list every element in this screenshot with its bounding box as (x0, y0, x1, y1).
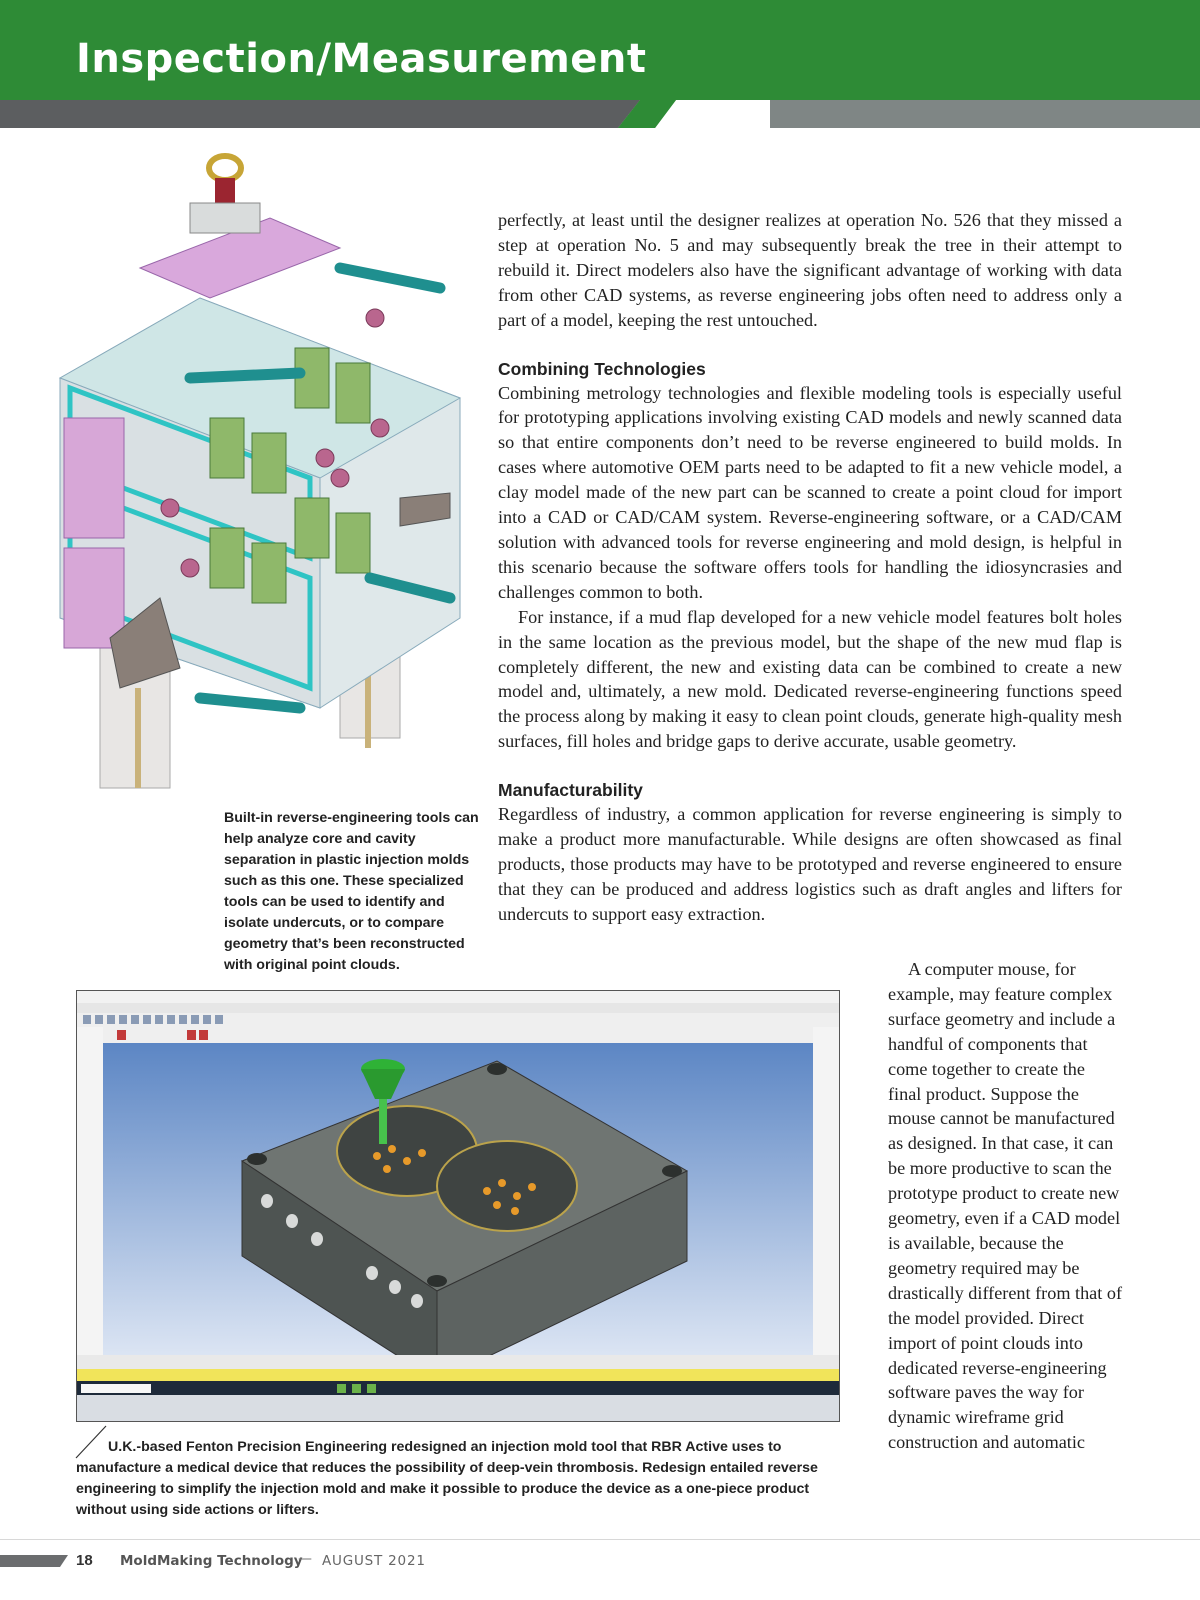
footer-tab-graphic (0, 1555, 68, 1567)
intro-paragraph: perfectly, at least until the designer realizes at operation No. 526 that they missed a step at operation No. 5 and may subsequently break the tree in their attempt to rebuild it. Direct modelers also have the significant advantage of working with data from other CAD systems, as reverse engineering jobs often need to address only a part of a model, keeping the rest untouched. (498, 210, 1122, 330)
combining-paragraph-1: Combining metrology technologies and flexible modeling tools is especially useful for prototyping applications involving existing CAD models and newly scanned data so that entire components don’t need to be reverse engineered to build molds. In cases where automotive OEM parts need to be adapted to fit a new vehicle model, a clay model made of the new part can be scanned to create a point cloud for import into a CAD or CAD/CAM system. Reverse-engineering software, or a CAD/CAM solution with advanced tools for reverse engineering and mold design, is helpful in this scenario because the software offers tools for handling the idiosyncrasies and challenges common to both. (498, 382, 1122, 602)
cadcam-software-screenshot (76, 990, 840, 1422)
figure2-caption: U.K.-based Fenton Precision Engineering redesigned an injection mold tool that RBR Active uses to manufacture a medical device that reduces the possibility of deep-vein thrombosis. Redesign entailed reverse engineering to simplify the injection mold and make it possible to produce the device as a one-piece product without using side actions or lifters. (76, 1439, 818, 1518)
section-heading-manufacturability: Manufacturability (498, 780, 643, 801)
manufacturability-paragraph-1: Regardless of industry, a common application for reverse engineering is simply to make a product more manufacturable. While designs are often showcased as final products, those products may have to be prototyped and reverse engineered to ensure that they can be produced and address logistics such as draft angles and lifters for undercuts to support easy extraction. (498, 804, 1122, 924)
section-header (0, 0, 1200, 128)
footer-rule (0, 1539, 1200, 1540)
footer-separator: — (298, 1551, 312, 1567)
manufacturability-paragraph-2: A computer mouse, for example, may feature complex surface geometry and include a handful of components that come together to create the final product. Suppose the mouse cannot be manufactured as designed. In that case, it can be more productive to scan the prototype product to create new geometry, even if a CAD model is available, because the geometry required may be drastically different from that of the model provided. Direct import of point clouds into dedicated reverse-engineering software paves the way for dynamic wireframe grid construction and automatic (888, 959, 1122, 1453)
figure1-caption: Built-in reverse-engineering tools can help analyze core and cavity separation in plastic injection molds such as this one. These specialized tools can be used to identify and isolate undercuts, or to compare geometry that’s been reconstructed with original point clouds. (224, 810, 479, 973)
section-heading-combining: Combining Technologies (498, 358, 706, 379)
article-main-column (498, 208, 1122, 927)
publication-name: MoldMaking Technology (120, 1553, 303, 1569)
article-narrow-column (888, 957, 1122, 1455)
mold-assembly-illustration (40, 148, 480, 808)
page-number: 18 (76, 1552, 93, 1569)
combining-paragraph-2: For instance, if a mud flap developed for a new vehicle model features bolt holes in the same location as the previous model, but the shape of the new mud flap is completely different, the new and existing data can be combined to create a new model and, ultimately, a new mold. Dedicated reverse-engineering functions speed the process along by making it easy to clean point clouds, generate high-quality mesh surfaces, fill holes and bridge gaps to derive accurate, usable geometry. (498, 606, 1122, 752)
section-title: Inspection/Measurement (76, 36, 647, 82)
issue-date: AUGUST 2021 (322, 1553, 426, 1569)
